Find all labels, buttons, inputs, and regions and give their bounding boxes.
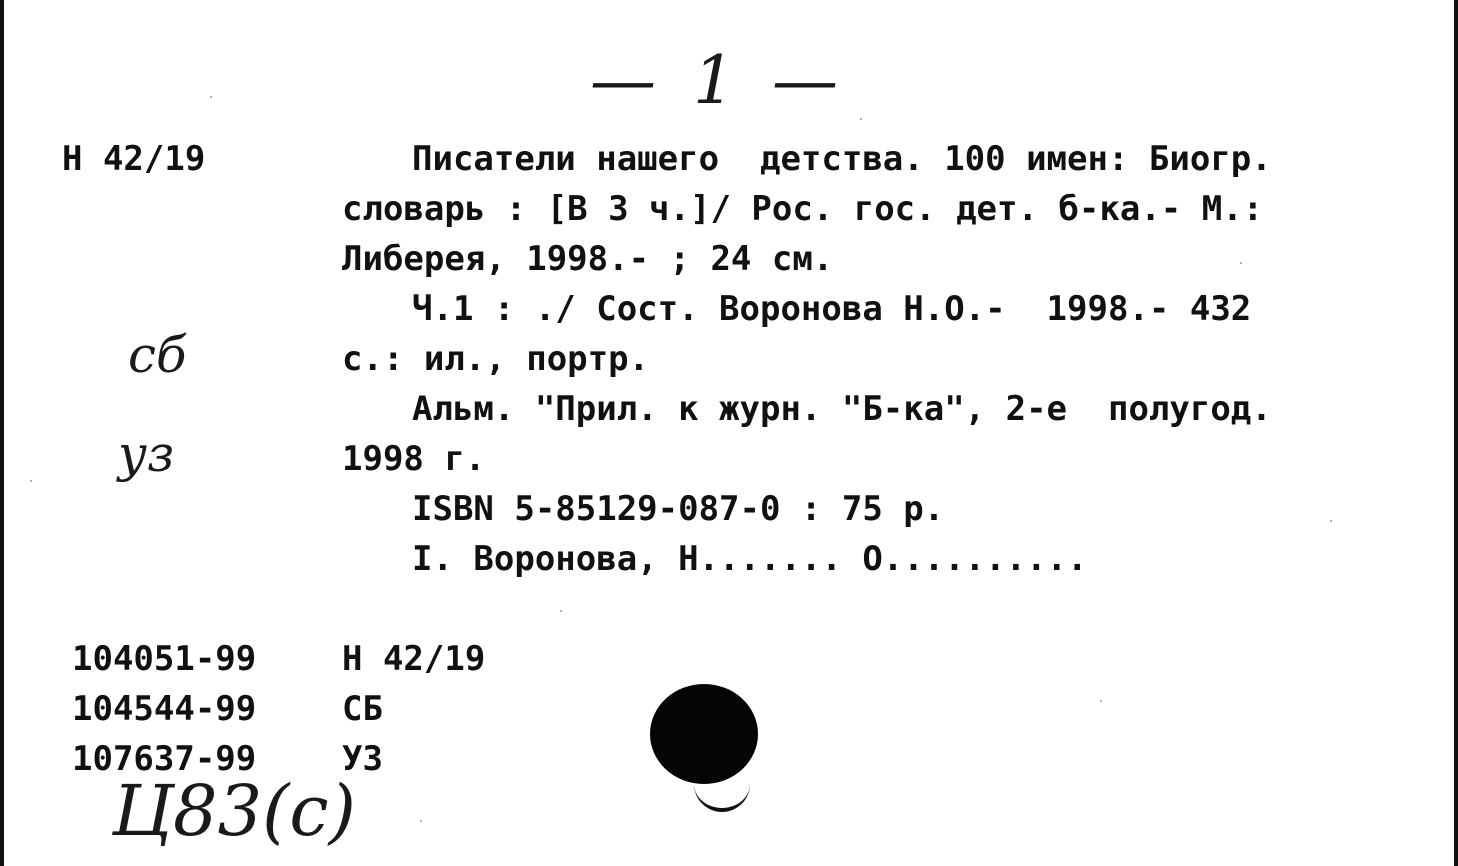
scan-speck	[1330, 520, 1332, 522]
card-right-edge	[1454, 0, 1458, 866]
bottom-handwritten-note: Ц83(с)	[112, 770, 356, 852]
holding-number-2: 104544-99	[72, 689, 257, 729]
shelfmark: Н 42/19	[62, 139, 206, 179]
holding-number-3: 107637-99	[72, 739, 257, 779]
punched-hole-mark	[694, 780, 750, 812]
scan-speck	[420, 820, 422, 822]
entry-line-4: Ч.1 : ./ Сост. Воронова Н.О.- 1998.- 432	[412, 289, 1252, 329]
entry-line-3: Либерея, 1998.- ; 24 см.	[342, 239, 834, 279]
isbn-line: ISBN 5-85129-087-0 : 75 р.	[412, 489, 945, 529]
holding-number-1: 104051-99	[72, 639, 257, 679]
scan-speck	[560, 610, 562, 612]
entry-line-2: словарь : [В 3 ч.]/ Рос. гос. дет. б-ка.- М.:	[342, 189, 1264, 229]
entry-line-7: 1998 г.	[342, 439, 486, 479]
holding-location-3: УЗ	[342, 739, 383, 779]
margin-note-uz: уз	[118, 425, 175, 483]
entry-line-1: Писатели нашего детства. 100 имен: Биогр.	[412, 139, 1272, 179]
scan-speck	[210, 96, 212, 98]
scan-speck	[860, 118, 862, 120]
holding-location-2: СБ	[342, 689, 383, 729]
page-number: — 1 —	[590, 42, 846, 119]
scan-speck	[1240, 262, 1242, 264]
scan-speck	[1100, 700, 1102, 702]
punched-hole	[650, 684, 758, 784]
entry-line-6: Альм. "Прил. к журн. "Б-ка", 2-е полугод.	[412, 389, 1272, 429]
added-entry-line: I. Воронова, Н....... О..........	[412, 539, 1088, 579]
card-left-edge	[0, 0, 4, 866]
margin-note-sb: сб	[128, 326, 187, 384]
scan-speck	[30, 480, 32, 482]
entry-line-5: с.: ил., портр.	[342, 339, 650, 379]
holding-location-1: Н 42/19	[342, 639, 486, 679]
